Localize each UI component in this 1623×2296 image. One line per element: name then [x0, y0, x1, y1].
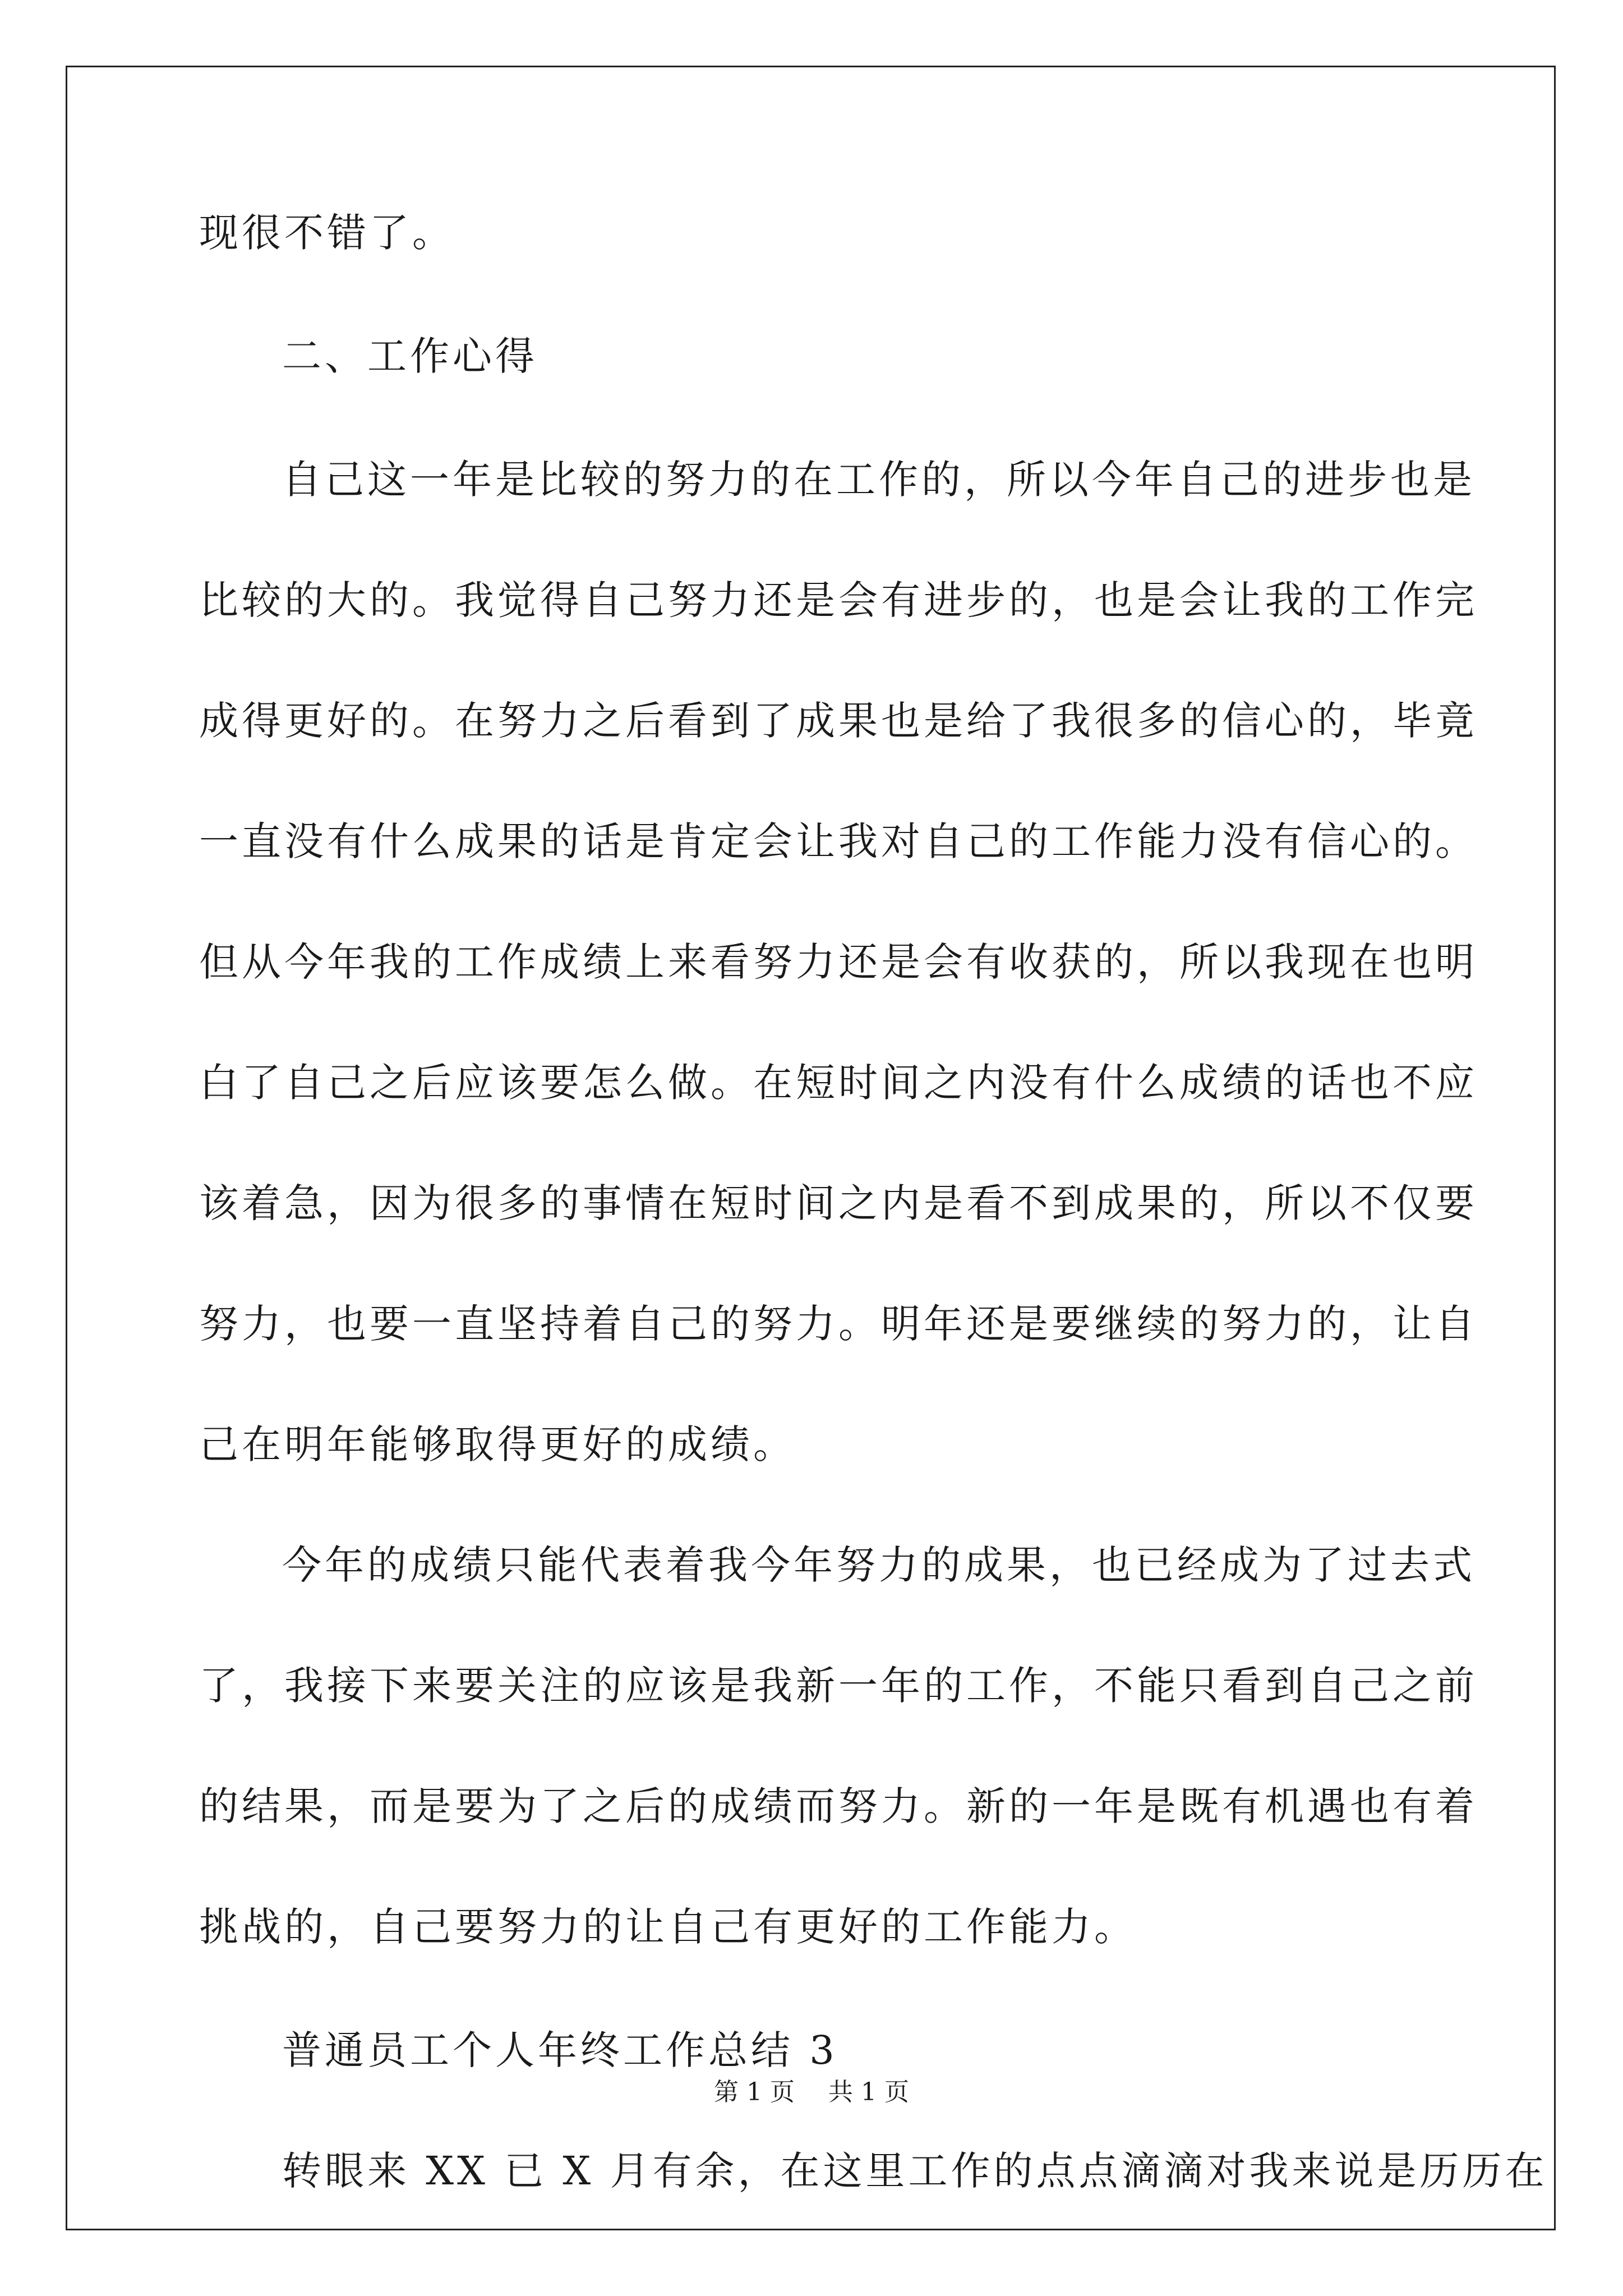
paragraph-line: 一直没有什么成果的话是肯定会让我对自己的工作能力没有信心的。	[199, 818, 1478, 864]
paragraph-line: 挑战的，自己要努力的让自己有更好的工作能力。	[199, 1904, 1137, 1950]
paragraph-line: 白了自己之后应该要怎么做。在短时间之内没有什么成绩的话也不应	[199, 1060, 1478, 1106]
paragraph-line: 的结果，而是要为了之后的成绩而努力。新的一年是既有机遇也有着	[199, 1783, 1478, 1829]
paragraph-line: 己在明年能够取得更好的成绩。	[199, 1421, 796, 1467]
section-heading: 二、工作心得	[282, 333, 538, 379]
page-footer	[0, 2076, 1623, 2109]
paragraph-line: 该着急，因为很多的事情在短时间之内是看不到成果的，所以不仅要	[199, 1180, 1478, 1226]
paragraph-line: 今年的成绩只能代表着我今年努力的成果，也已经成为了过去式	[282, 1542, 1476, 1588]
section-title: 普通员工个人年终工作总结 3	[282, 2027, 838, 2073]
paragraph-line: 努力，也要一直坚持着自己的努力。明年还是要继续的努力的，让自	[199, 1301, 1478, 1347]
paragraph-line: 了，我接下来要关注的应该是我新一年的工作，不能只看到自己之前	[199, 1663, 1478, 1709]
paragraph-line: 自己这一年是比较的努力的在工作的，所以今年自己的进步也是	[282, 457, 1476, 503]
paragraph-line: 但从今年我的工作成绩上来看努力还是会有收获的，所以我现在也明	[199, 939, 1478, 985]
page-number: 第 1 页	[714, 2078, 795, 2106]
paragraph-line: 比较的大的。我觉得自己努力还是会有进步的，也是会让我的工作完	[199, 577, 1478, 623]
paragraph-line: 转眼来 XX 已 X 月有余，在这里工作的点点滴滴对我来说是历历在	[282, 2148, 1548, 2194]
page-total: 共 1 页	[828, 2078, 909, 2106]
paragraph-line: 现很不错了。	[199, 210, 455, 256]
paragraph-line: 成得更好的。在努力之后看到了成果也是给了我很多的信心的，毕竟	[199, 698, 1478, 744]
